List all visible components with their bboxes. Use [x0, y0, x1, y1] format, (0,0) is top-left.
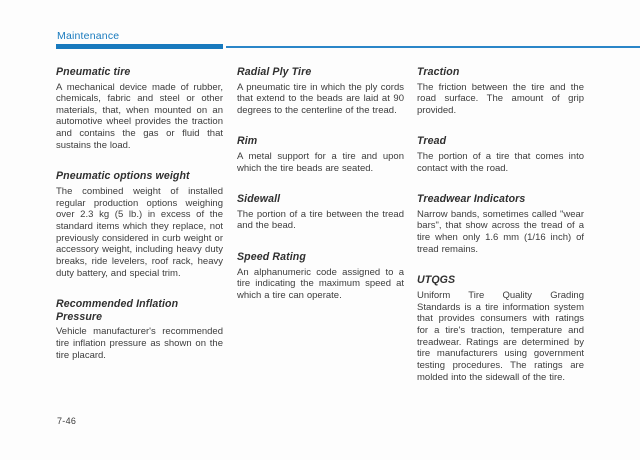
entry-heading: Pneumatic options weight	[56, 170, 190, 183]
header-rule-thick	[56, 44, 223, 49]
glossary-entry-sidewall	[237, 193, 404, 232]
entry-heading: Pneumatic tire	[56, 66, 131, 78]
entry-body: The friction between the tire and the road surface. The amount of grip provided.	[417, 81, 584, 116]
glossary-entry-recommended-inflation-pressure	[56, 298, 223, 361]
entry-body: Vehicle manufacturer's recommended tire inflation pressure as shown on the tire placard.	[56, 326, 223, 361]
entry-body: A metal support for a tire and upon which the tire beads are seated.	[237, 150, 404, 174]
page-number: 7-46	[57, 416, 77, 426]
glossary-entry-radial-ply-tire	[237, 66, 404, 116]
entry-heading: Traction	[417, 66, 460, 78]
header-rule-thin	[226, 46, 640, 48]
entry-body: The combined weight of installed regular production options weighing over 2.3 kg (5 lb.) in excess of the standard items which they replace, not previously considered in curb weight or accessory weight, including heavy duty breaks, ride levelers, roof rack, heavy duty battery, and special trim.	[56, 185, 223, 279]
entry-heading: Rim	[237, 135, 258, 148]
glossary-entry-pneumatic-options-weight	[56, 170, 223, 279]
glossary-entry-speed-rating	[237, 251, 404, 301]
entry-body: An alphanumeric code assigned to a tire indicating the maximum speed at which a tire can operate.	[237, 266, 404, 301]
glossary-entry-pneumatic-tire	[56, 66, 223, 151]
entry-heading: Recommended Inflation Pressure	[56, 298, 179, 323]
entry-heading: Speed Rating	[237, 251, 306, 264]
column-3	[417, 66, 584, 383]
entry-heading: Treadwear Indicators	[417, 193, 526, 206]
glossary-entry-treadwear-indicators	[417, 193, 584, 255]
entry-body: Narrow bands, sometimes called "wear bars", that show across the tread of a tire when only 1.6 mm (1/16 inch) of tread remains.	[417, 208, 584, 255]
entry-heading: UTQGS	[417, 274, 456, 287]
column-1	[56, 66, 223, 361]
glossary-entry-traction	[417, 66, 584, 116]
entry-heading: Radial Ply Tire	[237, 66, 312, 78]
entry-body: The portion of a tire that comes into contact with the road.	[417, 150, 584, 174]
entry-body: A pneumatic tire in which the ply cords that extend to the beads are laid at 90 degrees to the centerline of the tread.	[237, 81, 404, 116]
entry-body: A mechanical device made of rubber, chemicals, fabric and steel or other materials, that, when mounted on an automotive wheel provides the traction and contains the gas or fluid that sustains the load.	[56, 81, 223, 151]
glossary-entry-utqgs	[417, 274, 584, 383]
glossary-entry-rim	[237, 135, 404, 174]
entry-heading: Sidewall	[237, 193, 281, 206]
chapter-title: Maintenance	[57, 30, 120, 42]
glossary-entry-tread	[417, 135, 584, 174]
entry-body: The portion of a tire between the tread and the bead.	[237, 208, 404, 232]
column-2	[237, 66, 404, 302]
entry-body: Uniform Tire Quality Grading Standards is a tire information system that provides consumers with ratings for a tire's traction, temperature and treadwear. Ratings are determined by tire manufacturers using government testing procedures. The ratings are molded into the sidewall of the tire.	[417, 289, 584, 383]
entry-heading: Tread	[417, 135, 447, 148]
